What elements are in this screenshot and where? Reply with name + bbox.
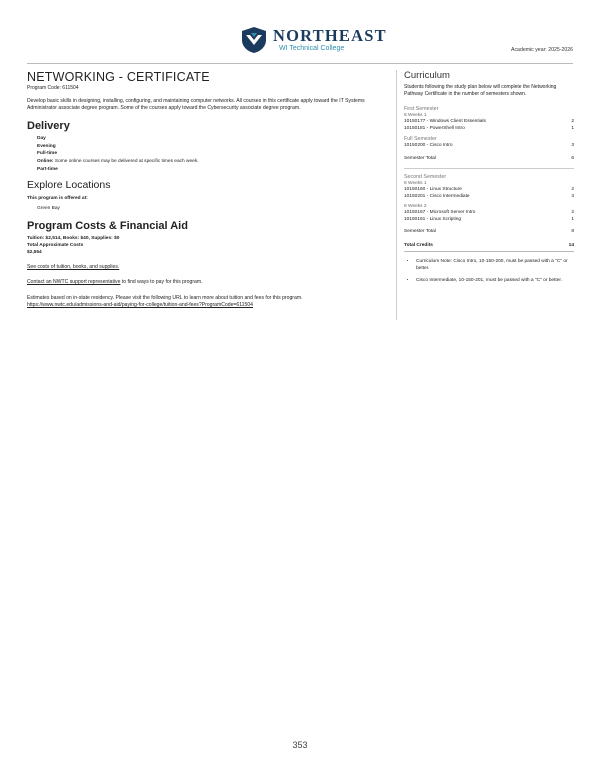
college-logo bbox=[241, 26, 387, 56]
academic-year: Academic year: 2025-2026 bbox=[511, 47, 573, 53]
cost-breakdown: Tuition: $2,514, Books: $40, Supplies: $0 bbox=[27, 235, 120, 241]
curriculum-notes bbox=[404, 258, 574, 284]
curriculum-note: • Curriculum Note: Cisco Intro, 10-150-200, must be passed with a "C" or better. bbox=[416, 258, 574, 272]
estimate-note: Estimates based on in-state residency. Please visit the following URL to learn more about tuition and fees for this program. bbox=[27, 294, 303, 301]
semester-total: Semester Total 8 bbox=[404, 229, 574, 235]
approx-cost-value: $2,554 bbox=[27, 249, 42, 255]
delivery-item: Day bbox=[37, 135, 46, 141]
offered-at-label: This program is offered at: bbox=[27, 195, 88, 201]
total-credits: Total Credits 14 bbox=[404, 243, 574, 252]
program-intro: Develop basic skills in designing, installing, configuring, and maintaining computer networks. All courses in this certificate apply toward the IT Systems Administrator associate degree program. Some of the courses apply toward the Cybersecurity associate degree program. bbox=[27, 98, 365, 112]
curriculum-description: Students following the study plan below will complete the Networking Pathway Certificate in the number of semesters shown. bbox=[404, 84, 557, 97]
course-row: 10150160 - Linux Structure 2 bbox=[404, 186, 574, 192]
tuition-url-link[interactable]: https://www.nwtc.edu/admissions-and-aid/paying-for-college/tuition-and-fees?ProgramCode=611504 bbox=[27, 302, 253, 309]
semester-divider bbox=[404, 168, 574, 169]
curriculum-note: • Cisco Intermediate, 10-150-201, must be passed with a "C" or better. bbox=[416, 277, 574, 284]
page-number: 353 bbox=[292, 740, 308, 750]
explore-locations-heading: Explore Locations bbox=[27, 178, 111, 191]
course-row: 10150161 - Linux Scripting 1 bbox=[404, 217, 574, 223]
program-title: NETWORKING - CERTIFICATE bbox=[27, 70, 210, 84]
course-row: 10150177 - Windows Client Essentials 2 bbox=[404, 119, 574, 124]
course-row: 10150201 - Cisco Intermediate 3 bbox=[404, 193, 574, 199]
semester-label: First Semester bbox=[404, 106, 439, 112]
delivery-item: Part-time bbox=[37, 167, 58, 172]
approx-cost-label: Total Approximate Costs bbox=[27, 242, 84, 248]
block-label: Full Semester bbox=[404, 136, 437, 143]
semester-label: Second Semester bbox=[404, 173, 447, 180]
shield-logo-icon bbox=[241, 26, 267, 54]
contact-support-link[interactable]: Contact an NWTC support representative bbox=[27, 279, 121, 286]
delivery-item: Evening bbox=[37, 143, 56, 149]
costs-link[interactable]: See costs of tuition, books, and supplies. bbox=[27, 263, 120, 270]
course-row: 10150167 - Microsoft Server Intro 2 bbox=[404, 210, 574, 216]
header-divider bbox=[27, 63, 573, 64]
delivery-list bbox=[27, 135, 382, 174]
campus-name: Green Bay bbox=[37, 205, 60, 211]
contact-support-text: to find ways to pay for this program. bbox=[120, 279, 203, 286]
block-label: 8 Weeks 1 bbox=[404, 180, 427, 186]
block-label: 8 Weeks 1 bbox=[404, 113, 427, 118]
logo-subtitle: WI Technical College bbox=[279, 45, 345, 52]
costs-heading: Program Costs & Financial Aid bbox=[27, 219, 188, 232]
delivery-heading: Delivery bbox=[27, 119, 70, 132]
logo-brand: NORTHEAST bbox=[273, 26, 387, 45]
curriculum-heading: Curriculum bbox=[404, 70, 450, 81]
course-row: 10150181 - PowerShell Intro 1 bbox=[404, 126, 574, 132]
program-column bbox=[27, 70, 382, 309]
curriculum-column bbox=[396, 70, 574, 320]
semester-total: Semester Total 6 bbox=[404, 155, 574, 161]
block-label: 8 Weeks 2 bbox=[404, 204, 427, 210]
delivery-item: Online: Some online courses may be delivered at specific times each week. bbox=[37, 159, 199, 165]
program-code: Program Code: 611504 bbox=[27, 85, 79, 91]
course-row: 10150200 - Cisco Intro 3 bbox=[404, 143, 574, 149]
delivery-item: Full-time bbox=[37, 151, 57, 157]
